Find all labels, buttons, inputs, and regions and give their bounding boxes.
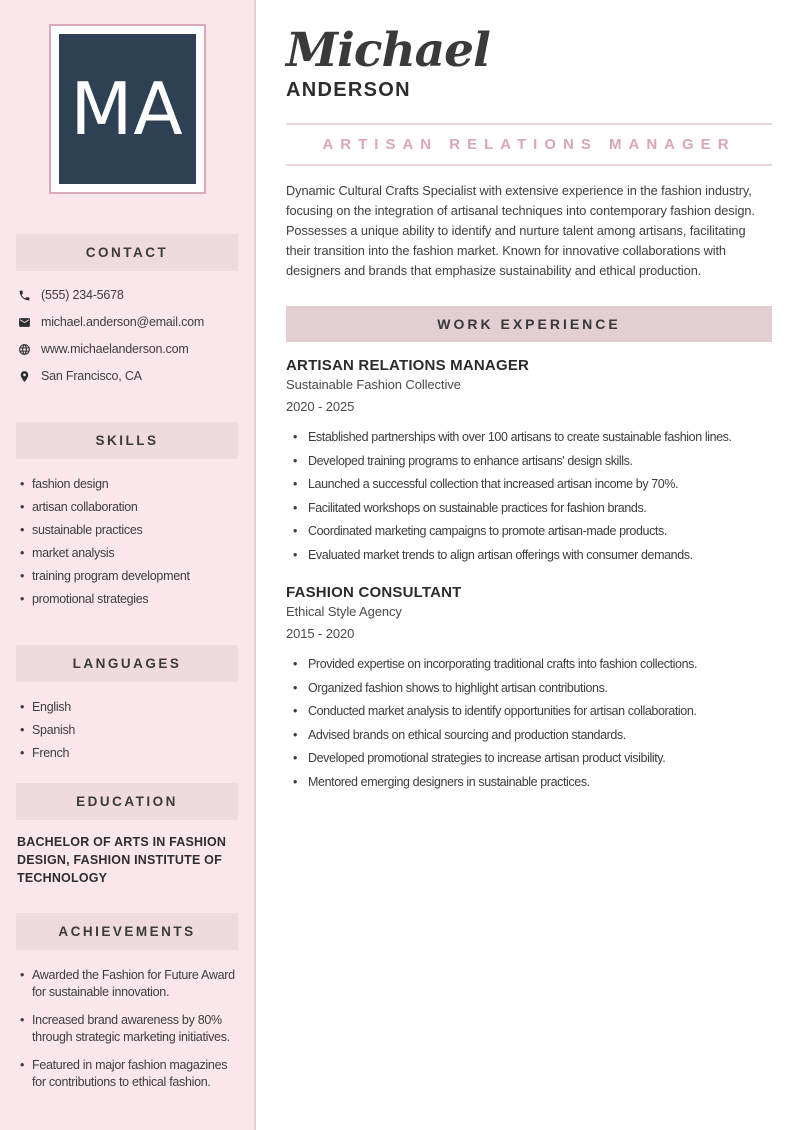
last-name: ANDERSON — [286, 79, 411, 101]
job-entry-2 — [286, 584, 772, 794]
location-icon — [18, 370, 31, 383]
achievement-item: • Increased brand awareness by 80% through strategic marketing initiatives. — [20, 1012, 242, 1046]
job-company: Sustainable Fashion Collective — [286, 377, 461, 392]
skill-item: • promotional strategies — [20, 591, 242, 607]
job-bullet: • Developed training programs to enhance artisans' design skills. — [289, 450, 772, 474]
contact-location-text: San Francisco, CA — [41, 369, 142, 383]
divider-bottom — [286, 164, 772, 166]
contact-list — [18, 287, 254, 384]
avatar — [49, 24, 206, 194]
skill-item: • market analysis — [20, 545, 242, 561]
contact-item-website — [18, 341, 254, 357]
job-bullet-list — [286, 653, 772, 794]
job-bullet: • Facilitated workshops on sustainable practices for fashion brands. — [289, 497, 772, 521]
language-item: • French — [20, 745, 242, 761]
job-entry-1 — [286, 357, 772, 567]
achievements-list — [20, 967, 242, 1091]
resume-main — [286, 0, 772, 794]
languages-section-header: LANGUAGES — [16, 645, 238, 682]
skills-list — [20, 476, 242, 607]
achievement-item: • Featured in major fashion magazines for contributions to ethical fashion. — [20, 1057, 242, 1091]
job-title: FASHION CONSULTANT — [286, 584, 462, 601]
professional-summary: Dynamic Cultural Crafts Specialist with extensive experience in the fashion industry, focusing on the integration of artisanal techniques into contemporary fashion design. Possesses a unique ability to identify and nurture talent among artisans, facilitating their transition into the fashion market. Known for innovative collaborations with designers and brands that emphasize sustainability and ethical production. — [286, 183, 755, 278]
contact-item-email — [18, 314, 254, 330]
language-item: • Spanish — [20, 722, 242, 738]
education-degree: BACHELOR OF ARTS IN FASHION DESIGN, FASHION INSTITUTE OF TECHNOLOGY — [17, 835, 227, 885]
contact-item-phone — [18, 287, 254, 303]
job-bullet: • Organized fashion shows to highlight artisan contributions. — [289, 677, 772, 701]
globe-icon — [18, 343, 31, 356]
languages-list — [20, 699, 242, 761]
skill-item: • sustainable practices — [20, 522, 242, 538]
job-bullet: • Provided expertise on incorporating traditional crafts into fashion collections. — [289, 653, 772, 677]
job-bullet: • Mentored emerging designers in sustainable practices. — [289, 771, 772, 795]
job-bullet: • Launched a successful collection that increased artisan income by 70%. — [289, 473, 772, 497]
monogram-tile — [59, 34, 196, 184]
job-bullet: • Advised brands on ethical sourcing and production standards. — [289, 724, 772, 748]
skills-section-header: SKILLS — [16, 422, 238, 459]
contact-item-location — [18, 368, 254, 384]
education-section-header: EDUCATION — [16, 783, 238, 820]
contact-email-text: michael.anderson@email.com — [41, 315, 205, 329]
job-dates: 2020 - 2025 — [286, 399, 355, 414]
role-title: ARTISAN RELATIONS MANAGER — [322, 136, 736, 153]
job-company: Ethical Style Agency — [286, 604, 402, 619]
job-bullet-list — [286, 426, 772, 567]
achievement-item: • Awarded the Fashion for Future Award for sustainable innovation. — [20, 967, 242, 1001]
work-experience-header: WORK EXPERIENCE — [286, 306, 772, 342]
skill-item: • artisan collaboration — [20, 499, 242, 515]
job-bullet: • Established partnerships with over 100 artisans to create sustainable fashion lines. — [289, 426, 772, 450]
phone-icon — [18, 289, 31, 302]
contact-website-text: www.michaelanderson.com — [41, 342, 189, 356]
language-item: • English — [20, 699, 242, 715]
contact-phone-text: (555) 234-5678 — [41, 288, 124, 302]
job-bullet: • Conducted market analysis to identify opportunities for artisan collaboration. — [289, 700, 772, 724]
contact-section-header: CONTACT — [16, 234, 238, 271]
job-bullet: • Developed promotional strategies to increase artisan product visibility. — [289, 747, 772, 771]
achievements-section-header: ACHIEVEMENTS — [16, 913, 238, 950]
monogram-initials: MA — [70, 67, 184, 151]
job-bullet: • Coordinated marketing campaigns to promote artisan-made products. — [289, 520, 772, 544]
first-name: Michael — [286, 23, 490, 78]
job-bullet: • Evaluated market trends to align artisan offerings with consumer demands. — [289, 544, 772, 568]
email-icon — [18, 316, 31, 329]
divider-top — [286, 123, 772, 125]
skill-item: • training program development — [20, 568, 242, 584]
job-dates: 2015 - 2020 — [286, 626, 355, 641]
skill-item: • fashion design — [20, 476, 242, 492]
resume-sidebar — [0, 0, 256, 1130]
job-title: ARTISAN RELATIONS MANAGER — [286, 357, 530, 374]
